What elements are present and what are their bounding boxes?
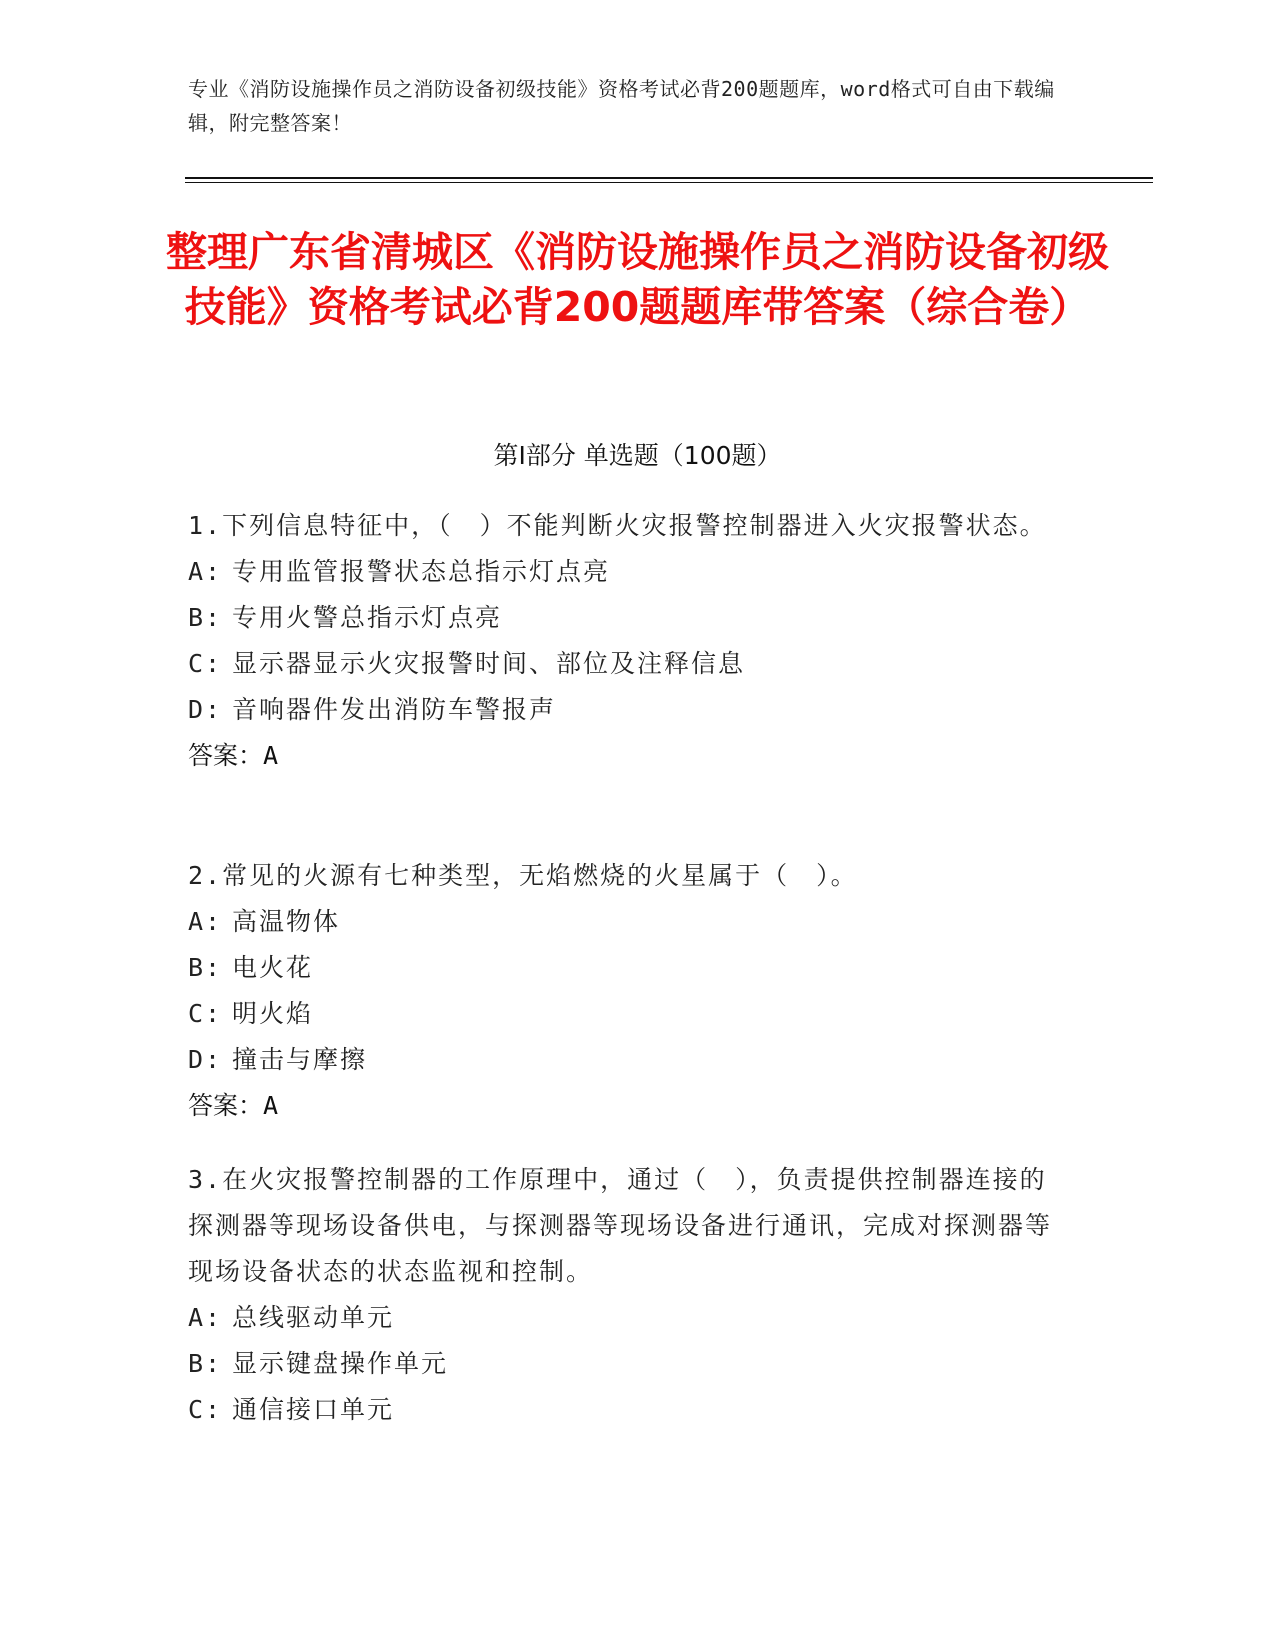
document-title: 整理广东省清城区《消防设施操作员之消防设备初级技能》资格考试必背200题题库带答案（综合卷） xyxy=(166,228,1109,331)
question-3 xyxy=(188,1157,1068,1433)
option-key: A: xyxy=(188,557,223,586)
option-text: 电火花 xyxy=(232,953,314,982)
section-heading: 第Ⅰ部分 单选题（100题） xyxy=(493,441,782,470)
question-stem: 2.常见的火源有七种类型，无焰燃烧的火星属于（ ）。 xyxy=(188,861,858,890)
option-b xyxy=(188,945,1068,991)
option-text: 明火焰 xyxy=(232,999,314,1028)
header-divider-thin xyxy=(185,182,1153,183)
question-2 xyxy=(188,853,1068,1129)
option-key: A: xyxy=(188,1303,223,1332)
option-key: A: xyxy=(188,907,223,936)
option-c xyxy=(188,991,1068,1037)
answer-label: 答案： xyxy=(188,741,264,770)
option-text: 显示器显示火灾报警时间、部位及注释信息 xyxy=(232,649,746,678)
option-text: 显示键盘操作单元 xyxy=(232,1349,449,1378)
option-key: C: xyxy=(188,1395,223,1424)
option-b xyxy=(188,595,1068,641)
header-divider-thick xyxy=(185,177,1153,179)
option-text: 专用监管报警状态总指示灯点亮 xyxy=(232,557,611,586)
option-c xyxy=(188,1387,1068,1433)
option-text: 音响器件发出消防车警报声 xyxy=(232,695,557,724)
option-text: 总线驱动单元 xyxy=(232,1303,395,1332)
header-note: 专业《消防设施操作员之消防设备初级技能》资格考试必背200题题库，word格式可自由下载编辑，附完整答案！ xyxy=(188,77,1055,135)
answer-line xyxy=(188,1083,1068,1129)
answer-line xyxy=(188,733,1068,779)
answer-value: A xyxy=(263,741,279,770)
option-text: 高温物体 xyxy=(232,907,341,936)
option-key: D: xyxy=(188,1045,223,1074)
question-1 xyxy=(188,503,1068,779)
option-key: D: xyxy=(188,695,223,724)
option-key: B: xyxy=(188,953,223,982)
option-text: 撞击与摩擦 xyxy=(232,1045,368,1074)
option-key: B: xyxy=(188,1349,223,1378)
option-text: 通信接口单元 xyxy=(232,1395,395,1424)
option-b xyxy=(188,1341,1068,1387)
option-c xyxy=(188,641,1068,687)
option-a xyxy=(188,899,1068,945)
option-d xyxy=(188,687,1068,733)
question-stem: 3.在火灾报警控制器的工作原理中，通过（ ），负责提供控制器连接的探测器等现场设备供电，与探测器等现场设备进行通讯，完成对探测器等现场设备状态的状态监视和控制。 xyxy=(188,1165,1053,1286)
option-key: C: xyxy=(188,649,223,678)
answer-label: 答案： xyxy=(188,1091,264,1120)
option-key: C: xyxy=(188,999,223,1028)
answer-value: A xyxy=(263,1091,279,1120)
option-a xyxy=(188,1295,1068,1341)
option-d xyxy=(188,1037,1068,1083)
option-text: 专用火警总指示灯点亮 xyxy=(232,603,503,632)
option-a xyxy=(188,549,1068,595)
option-key: B: xyxy=(188,603,223,632)
question-stem: 1.下列信息特征中，（ ）不能判断火灾报警控制器进入火灾报警状态。 xyxy=(188,511,1047,540)
